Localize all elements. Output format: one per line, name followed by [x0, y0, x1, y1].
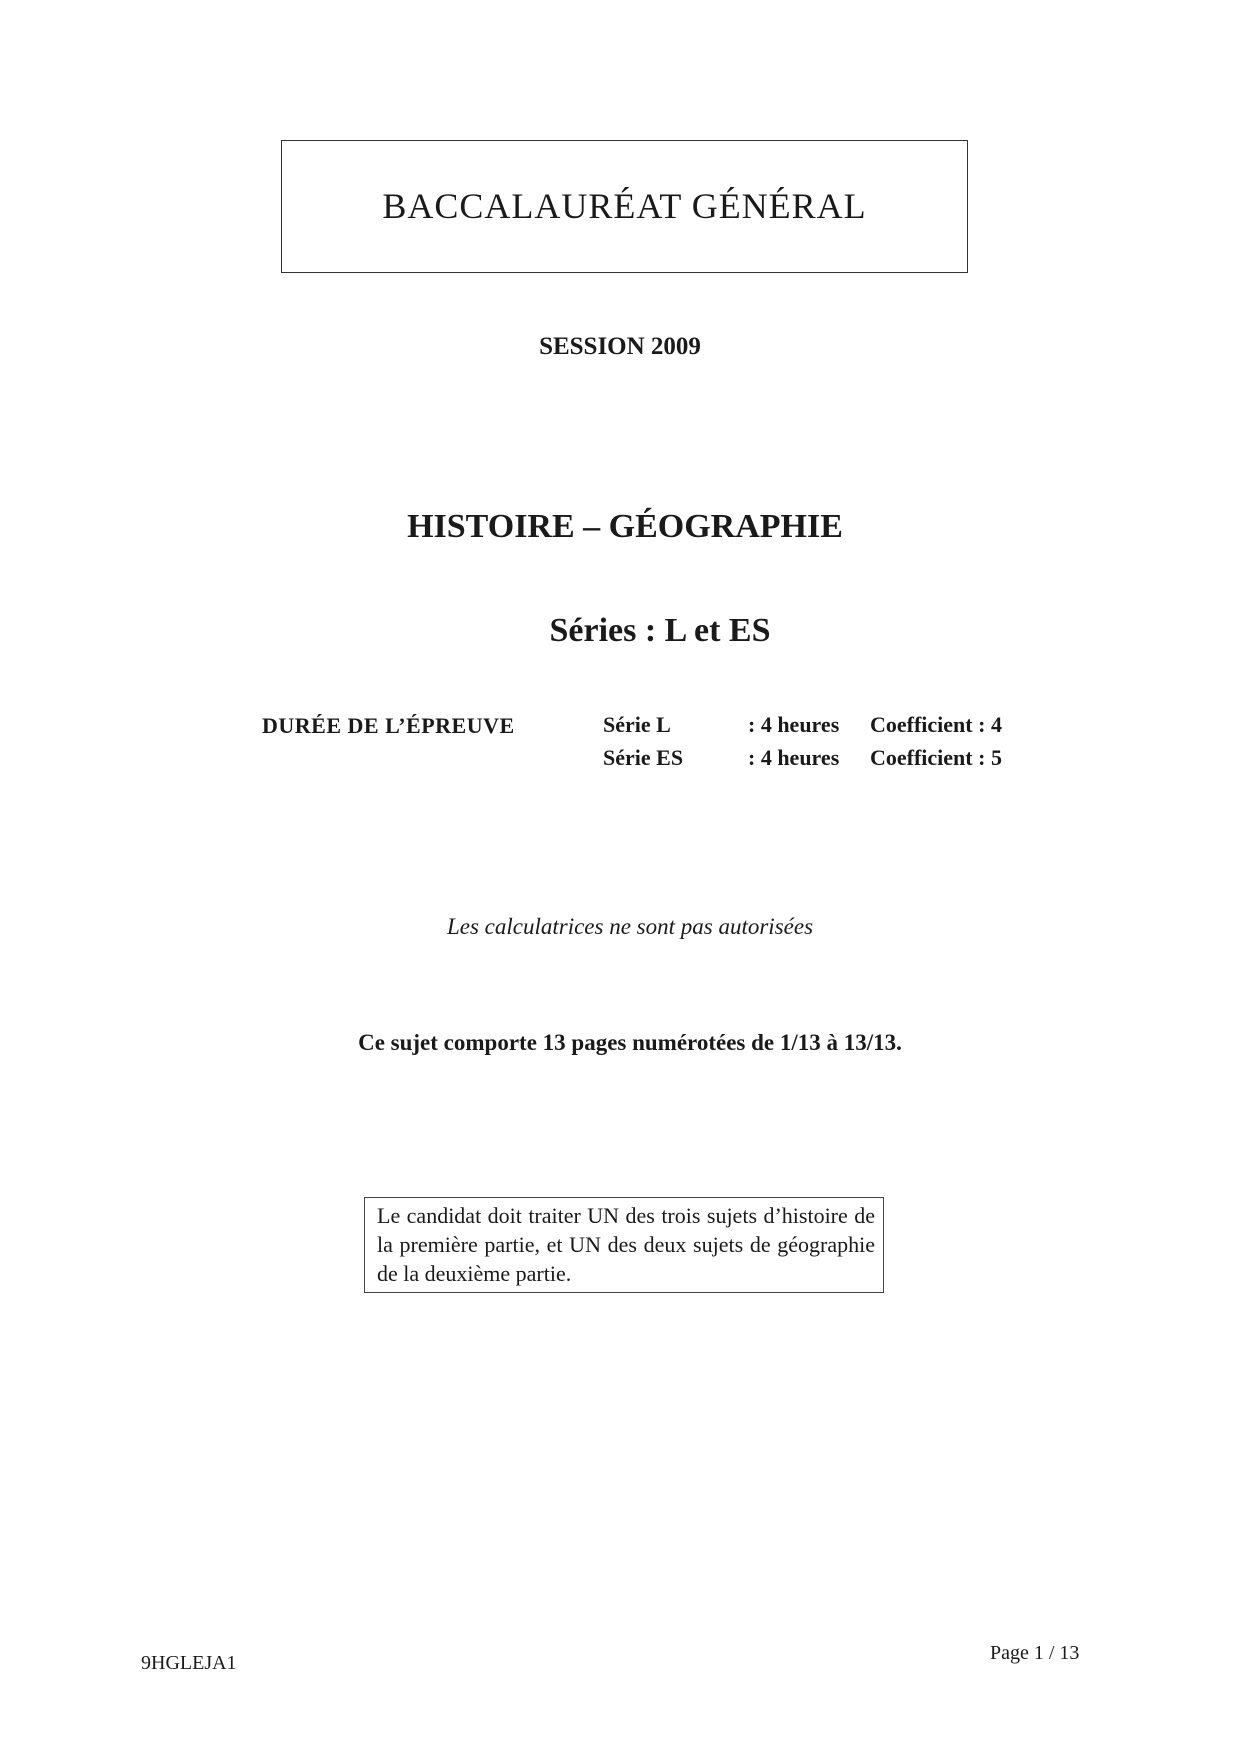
session-year: SESSION 2009	[539, 333, 701, 360]
duration-serie: Série ES	[603, 745, 684, 770]
page-number: Page 1 / 13	[990, 1642, 1080, 1664]
exam-title: BACCALAURÉAT GÉNÉRAL	[382, 186, 867, 226]
title-box	[281, 140, 968, 273]
duration-serie: Série L	[603, 712, 671, 737]
duration-time: : 4 heures	[748, 712, 840, 737]
duration-coefficient: Coefficient : 5	[870, 745, 1002, 770]
duration-time: : 4 heures	[748, 745, 840, 770]
duration-row	[603, 712, 1002, 745]
duration-table	[603, 712, 1002, 778]
duration-row	[603, 745, 1002, 778]
subject-title: HISTOIRE – GÉOGRAPHIE	[407, 508, 843, 545]
duration-coefficient: Coefficient : 4	[870, 712, 1002, 737]
document-code: 9HGLEJA1	[141, 1652, 237, 1674]
series-label: Séries : L et ES	[549, 612, 771, 649]
calculator-note: Les calculatrices ne sont pas autorisées	[446, 914, 814, 939]
pages-note: Ce sujet comporte 13 pages numérotées de 1/13 à 13/13.	[358, 1030, 902, 1055]
duration-label: DURÉE DE L’ÉPREUVE	[262, 713, 515, 738]
instruction-box: Le candidat doit traiter UN des trois sujets d’histoire de la première partie, et UN des deux sujets de géographie de la deuxième partie.	[364, 1197, 884, 1293]
